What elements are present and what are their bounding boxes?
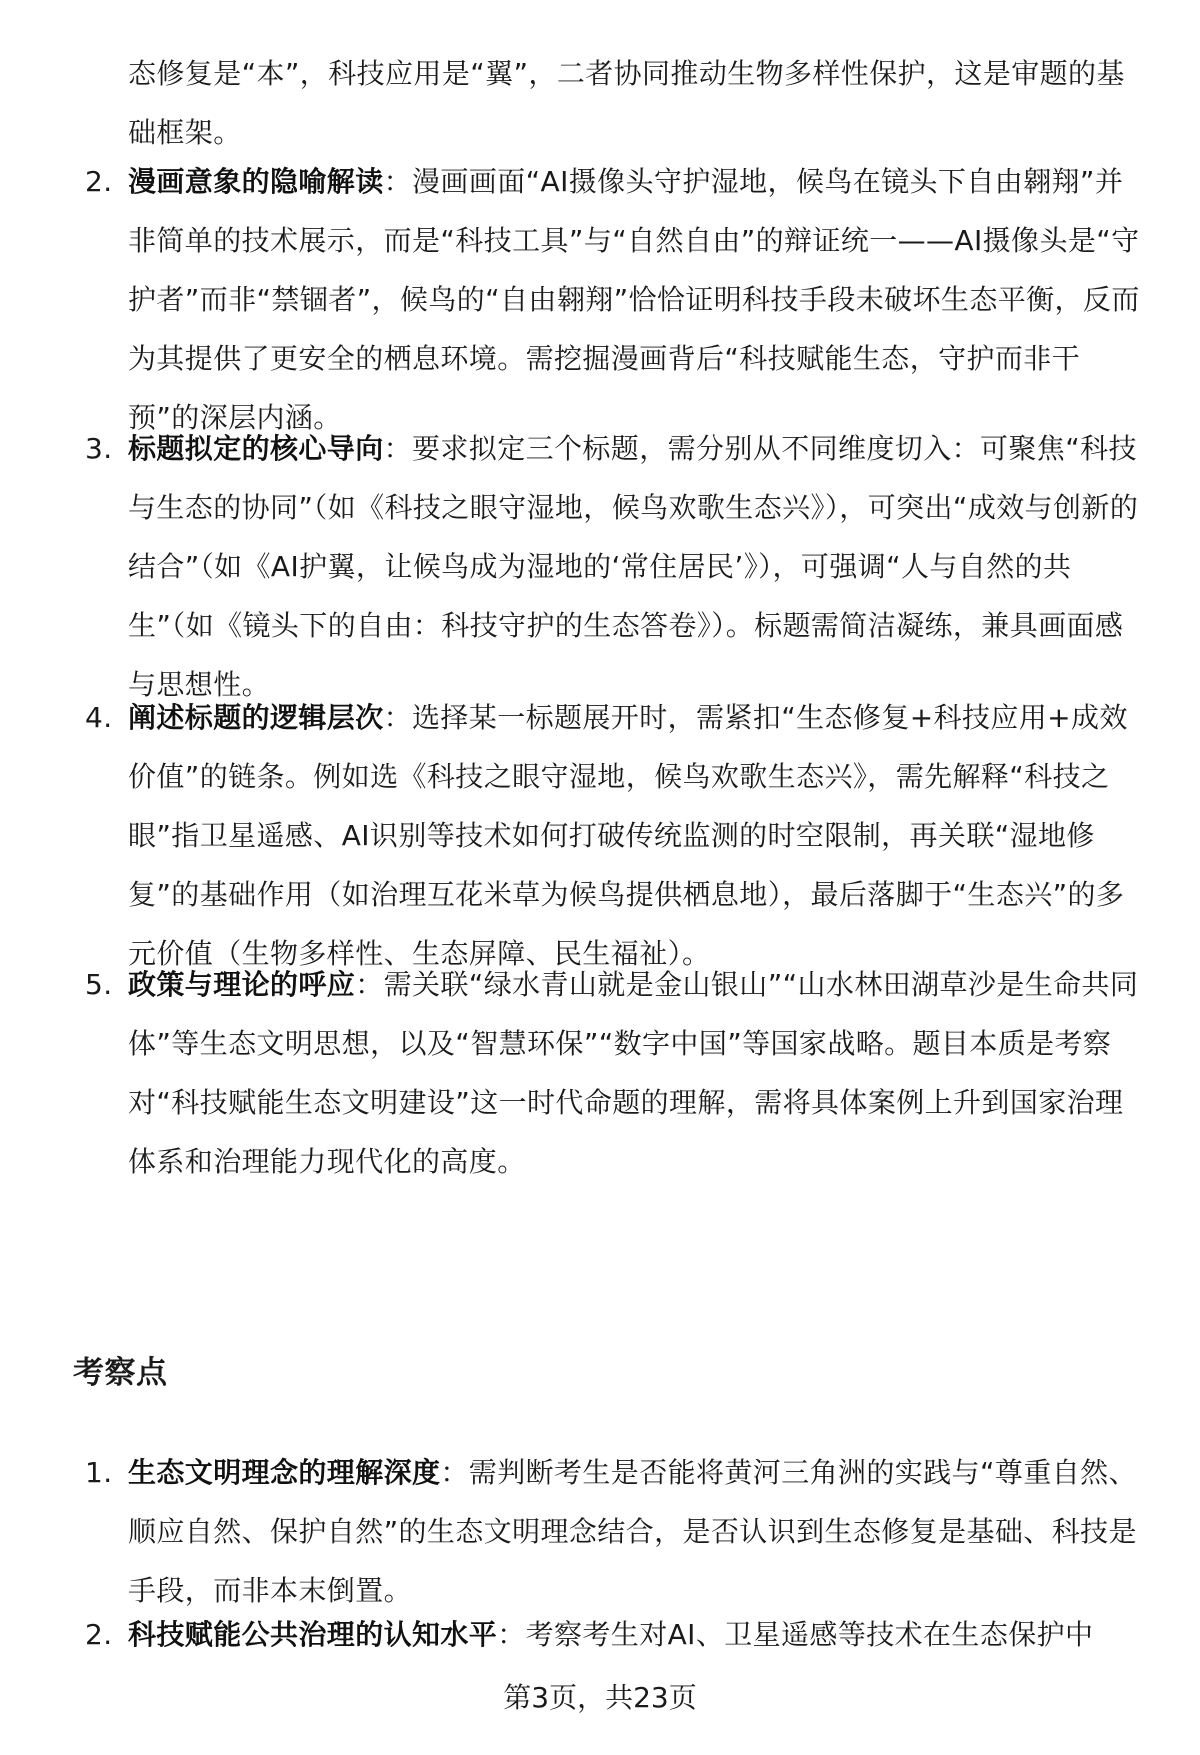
item-term: 阐述标题的逻辑层次 xyxy=(128,701,384,734)
item-term: 科技赋能公共治理的认知水平 xyxy=(128,1618,498,1651)
item-number: 2. xyxy=(85,1618,113,1651)
list-item xyxy=(80,152,1160,447)
item-text: ：选择某一标题展开时，需紧扣“生态修复+科技应用+成效价值”的链条。例如选《科技之眼守湿地，候鸟欢歌生态兴》，需先解释“科技之眼”指卫星遥感、AI识别等技术如何打破传统监测的时空限制，再关联“湿地修复”的基础作用（如治理互花米草为候鸟提供栖息地），最后落脚于“生态兴”的多元价值（生物多样性、生态屏障、民生福祉）。 xyxy=(128,701,1128,970)
list-item xyxy=(80,688,1160,983)
item-term: 标题拟定的核心导向 xyxy=(128,432,384,465)
item-number: 5. xyxy=(85,968,113,1001)
item-body xyxy=(128,1605,1143,1664)
item-body xyxy=(128,1443,1143,1620)
item-number: 4. xyxy=(85,701,113,734)
item-body xyxy=(128,955,1143,1191)
item-number: 1. xyxy=(85,1456,113,1489)
item-number: 3. xyxy=(85,432,113,465)
item-body xyxy=(128,152,1143,447)
item-term: 政策与理论的呼应 xyxy=(128,968,356,1001)
page-number-footer: 第3页，共23页 xyxy=(503,1681,697,1714)
intro-paragraph: 态修复是“本”，科技应用是“翼”，二者协同推动生物多样性保护，这是审题的基础框架。 xyxy=(128,57,1125,149)
item-term: 生态文明理念的理解深度 xyxy=(128,1456,441,1489)
item-body xyxy=(128,419,1143,714)
item-number: 2. xyxy=(85,165,113,198)
item-text: ：需判断考生是否能将黄河三角洲的实践与“尊重自然、顺应自然、保护自然”的生态文明理念结合，是否认识到生态修复是基础、科技是手段，而非本末倒置。 xyxy=(128,1456,1137,1607)
item-body xyxy=(128,688,1143,983)
section-heading: 考察点 xyxy=(73,1355,168,1391)
item-term: 漫画意象的隐喻解读 xyxy=(128,165,384,198)
item-text: ：考察考生对AI、卫星遥感等技术在生态保护中 xyxy=(497,1618,1094,1651)
item-text: ：需关联“绿水青山就是金山银山”“山水林田湖草沙是生命共同体”等生态文明思想，以及“智慧环保”“数字中国”等国家战略。题目本质是考察对“科技赋能生态文明建设”这一时代命题的理解，需将具体案例上升到国家治理体系和治理能力现代化的高度。 xyxy=(128,968,1139,1178)
item-text: ：要求拟定三个标题，需分别从不同维度切入：可聚焦“科技与生态的协同”（如《科技之眼守湿地，候鸟欢歌生态兴》），可突出“成效与创新的结合”（如《AI护翼，让候鸟成为湿地的‘常住居民’》），可强调“人与自然的共生”（如《镜头下的自由：科技守护的生态答卷》）。标题需简洁凝练，兼具画面感与思想性。 xyxy=(128,432,1139,701)
list-item xyxy=(80,419,1160,714)
list-item xyxy=(80,955,1160,1191)
list-item xyxy=(80,1443,1160,1620)
list-item xyxy=(80,1605,1160,1664)
item-text: ：漫画画面“AI摄像头守护湿地，候鸟在镜头下自由翱翔”并非简单的技术展示，而是“科技工具”与“自然自由”的辩证统一——AI摄像头是“守护者”而非“禁锢者”，候鸟的“自由翱翔”恰恰证明科技手段未破坏生态平衡，反而为其提供了更安全的栖息环境。需挖掘漫画背后“科技赋能生态，守护而非干预”的深层内涵。 xyxy=(128,165,1140,434)
